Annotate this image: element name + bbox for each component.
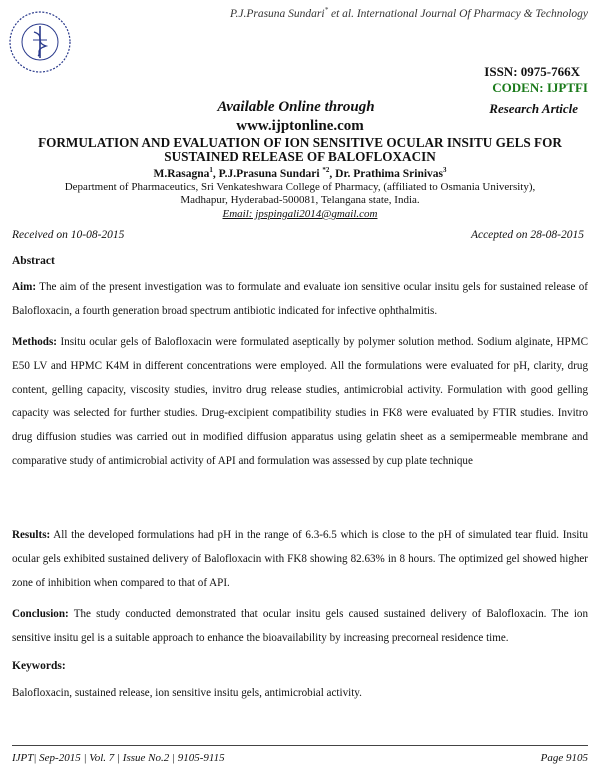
abstract-heading: Abstract <box>12 255 55 267</box>
email[interactable]: Email: jpspingali2014@gmail.com <box>222 208 378 220</box>
footer-divider <box>12 745 588 746</box>
methods-paragraph: Methods: Insitu ocular gels of Balofloxacin were formulated aseptically by polymer solution method. Sodium alginate, HPMC E50 LV and HPMC K4M in different concentrations were employed. All the formulations were evaluated for pH, clarity, drug content, gelling capacity, viscosity studies, invitro drug release studies, antimicrobial activity. Formulation with good gelling capacity was selected for further studies. Drug-excipient compatibility studies in FK8 were evaluated by FTIR studies. Invitro drug diffusion studies was carried out in modified diffusion apparatus using gelatin sheet as a semipermeable membrane and comparative study of antimicrobial activity of API and formulation was assessed by cup plate technique <box>12 336 588 467</box>
journal-website[interactable]: www.ijptonline.com <box>236 118 364 134</box>
results-paragraph: Results: All the developed formulations had pH in the range of 6.3-6.5 which is close to the pH of simulated tear fluid. Insitu ocular gels exhibited sustained delivery of Balofloxacin with FK8 showing 82.63% in 8 hours. The optimized gel showed higher zone of inhibition when compared to that of API. <box>12 529 588 589</box>
affiliation: Department of Pharmaceutics, Sri Venkateshwara College of Pharmacy, (affiliated to Osmania University), Madhapur, Hyderabad-500081, Telangana state, India. <box>64 181 536 206</box>
received-date: Received on 10-08-2015 <box>12 229 125 241</box>
available-online: Available Online through <box>217 99 375 115</box>
issn: ISSN: 0975-766X <box>484 64 580 79</box>
keywords: Balofloxacin, sustained release, ion sensitive insitu gels, antimicrobial activity. <box>12 687 362 699</box>
accepted-date: Accepted on 28-08-2015 <box>470 229 584 241</box>
footer-citation: IJPT| Sep-2015 | Vol. 7 | Issue No.2 | 9105-9115 <box>12 752 225 764</box>
conclusion-paragraph: Conclusion: The study conducted demonstrated that ocular insitu gels caused sustained delivery of Balofloxacin. The ion sensitive insitu gel is a suitable approach to enhance the bioavailability by increasing precorneal residence time. <box>12 608 588 644</box>
journal-logo-icon <box>8 10 72 74</box>
paper-title: FORMULATION AND EVALUATION OF ION SENSITIVE OCULAR INSITU GELS FOR SUSTAINED RELEASE OF BALOFLOXACIN <box>38 135 562 164</box>
coden: CODEN: IJPTFI <box>492 80 588 95</box>
running-header: P.J.Prasuna Sundari* et al. International Journal Of Pharmacy & Technology <box>229 6 588 20</box>
authors: M.Rasagna$^1$, P.J.Prasuna Sundari $^{*2}$, Dr. Prathima Srinivas$^3$ <box>153 166 447 180</box>
aim-paragraph: Aim: The aim of the present investigation was to formulate and evaluate ion sensitive ocular insitu gels for sustained release of Balofloxacin, a fourth generation broad spectrum antibiotic indicated for infective ophthalmitis. <box>12 281 588 317</box>
keywords-heading: Keywords: <box>12 660 66 672</box>
article-type: Research Article <box>489 101 578 116</box>
page-number: Page 9105 <box>540 752 588 764</box>
